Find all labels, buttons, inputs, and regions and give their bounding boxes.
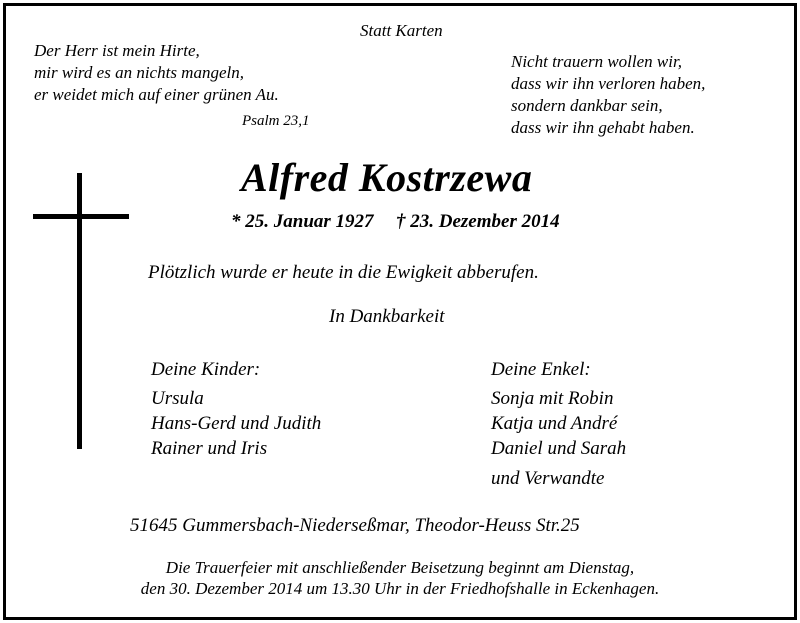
- relatives: und Verwandte: [491, 468, 605, 489]
- list-item: Daniel und Sarah: [491, 438, 627, 459]
- thanks: In Dankbarkeit: [329, 306, 445, 327]
- list-item: Ursula: [151, 388, 204, 409]
- children-list: [151, 357, 321, 461]
- funeral-line-1: Die Trauerfeier mit anschließender Beisetzung beginnt am Dienstag,: [165, 558, 635, 577]
- death-date: † 23. Dezember 2014: [396, 211, 560, 232]
- funeral-line-2: den 30. Dezember 2014 um 13.30 Uhr in der Friedhofshalle in Eckenhagen.: [140, 579, 660, 598]
- psalm-line: er weidet mich auf einer grünen Au.: [34, 85, 279, 104]
- grandchildren-list: [491, 357, 626, 491]
- psalm-reference: Psalm 23,1: [242, 113, 310, 129]
- list-item: Katja und André: [491, 413, 618, 434]
- latin-cross-bar: [33, 214, 129, 219]
- address: 51645 Gummersbach-Niederseßmar, Theodor-Heuss Str.25: [130, 515, 580, 536]
- grandchildren-heading: Deine Enkel:: [491, 359, 591, 380]
- quote-verse: [511, 51, 705, 139]
- children-heading: Deine Kinder:: [151, 359, 261, 380]
- obituary-notice: [3, 3, 797, 620]
- deceased-name: Alfred Kostrzewa: [241, 155, 533, 200]
- list-item: Rainer und Iris: [151, 438, 268, 459]
- quote-line: dass wir ihn gehabt haben.: [511, 118, 695, 137]
- psalm-verse: [34, 40, 279, 106]
- statt-karten: Statt Karten: [360, 21, 443, 40]
- list-item: Sonja mit Robin: [491, 388, 614, 409]
- quote-line: dass wir ihn verloren haben,: [511, 74, 706, 93]
- message: Plötzlich wurde er heute in die Ewigkeit abberufen.: [148, 262, 539, 283]
- quote-line: sondern dankbar sein,: [511, 96, 663, 115]
- psalm-line: Der Herr ist mein Hirte,: [34, 41, 200, 60]
- list-item: Hans-Gerd und Judith: [151, 413, 322, 434]
- psalm-line: mir wird es an nichts mangeln,: [34, 63, 244, 82]
- birth-date: * 25. Januar 1927: [231, 211, 374, 232]
- quote-line: Nicht trauern wollen wir,: [511, 52, 682, 71]
